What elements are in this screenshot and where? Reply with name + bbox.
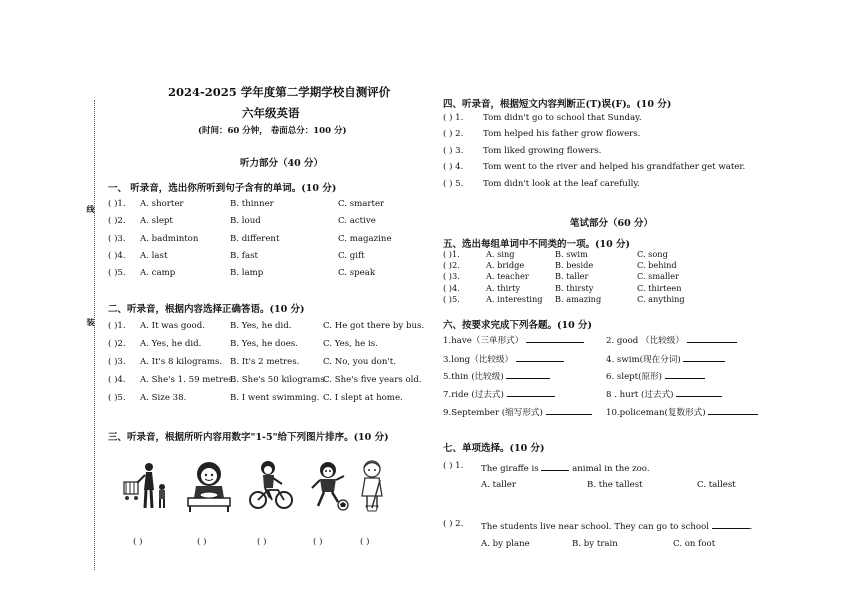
picture-order-bracket[interactable]: ( ) (360, 537, 370, 547)
option-b: B. It's 2 metres. (230, 357, 300, 367)
option-c: C. smaller (637, 271, 680, 281)
transform-item: 10.policeman(复数形式) (606, 405, 758, 418)
question-text: The students live near school. They can go to school . (481, 519, 753, 532)
option-c: C. tallest (697, 480, 736, 490)
option-c: C. He got there by bus. (323, 321, 425, 331)
transform-item: 8 . hurt (过去式) (606, 387, 722, 400)
picture-order-bracket[interactable]: ( ) (197, 537, 207, 547)
option-c: C. song (637, 249, 668, 259)
option-a: A. last (140, 251, 168, 261)
answer-blank[interactable] (708, 405, 758, 415)
question-number: ( ) 4. (443, 162, 464, 172)
listening-part-title: 听力部分（40 分） (240, 158, 324, 169)
option-a: A. Size 38. (140, 393, 187, 403)
question-number: ( )3. (108, 234, 126, 244)
option-b: B. I went swimming. (230, 393, 320, 403)
statement-text: Tom helped his father grow flowers. (483, 129, 641, 139)
exam-subtitle: 六年级英语 (242, 106, 300, 120)
answer-blank[interactable] (526, 333, 584, 343)
binding-line (94, 100, 95, 570)
transform-item: 6. slept(原形) (606, 369, 705, 382)
option-b: B. loud (230, 216, 261, 226)
question-number: ( )4. (108, 375, 126, 385)
option-a: A. Yes, he did. (140, 339, 202, 349)
question-number: ( )1. (108, 199, 126, 209)
option-c: C. magazine (338, 234, 392, 244)
answer-blank[interactable] (546, 405, 592, 415)
question-number: ( )1. (443, 249, 460, 259)
statement-text: Tom liked growing flowers. (483, 146, 602, 156)
answer-blank[interactable] (507, 387, 555, 397)
option-c: C. gift (338, 251, 365, 261)
football-picture (306, 460, 350, 512)
option-a: A. bridge (486, 260, 525, 270)
option-c: C. speak (338, 268, 376, 278)
section3-heading: 三、听录音，根据所听内容用数字"1-5"给下列图片排序。(10 分) (108, 432, 389, 443)
question-number: ( )4. (108, 251, 126, 261)
picture-order-bracket[interactable]: ( ) (257, 537, 267, 547)
answer-blank[interactable] (687, 333, 737, 343)
question-number: ( )5. (108, 393, 126, 403)
option-a: A. teacher (486, 271, 529, 281)
transform-item: 9.September (缩写形式) (443, 405, 592, 418)
option-b: B. beside (555, 260, 594, 270)
question-number: ( ) 5. (443, 179, 464, 189)
option-c: C. smarter (338, 199, 385, 209)
transform-item: 7.ride (过去式) (443, 387, 555, 400)
option-c: C. She's five years old. (323, 375, 422, 385)
question-number: ( )4. (443, 283, 460, 293)
question-number: ( )5. (443, 294, 460, 304)
transform-item: 4. swim(现在分词) (606, 352, 725, 365)
option-b: B. She's 50 kilograms. (230, 375, 328, 385)
option-b: B. lamp (230, 268, 264, 278)
option-a: A. taller (481, 480, 516, 490)
option-a: A. interesting (486, 294, 543, 304)
question-number: ( ) 2. (443, 129, 464, 139)
picture-order-bracket[interactable]: ( ) (313, 537, 323, 547)
question-number: ( )2. (108, 339, 126, 349)
question-number: ( )3. (443, 271, 460, 281)
sweeping-picture (352, 458, 392, 512)
answer-blank[interactable] (712, 519, 750, 529)
option-b: B. taller (555, 271, 589, 281)
option-a: A. by plane (481, 539, 530, 549)
statement-text: Tom went to the river and helped his grandfather get water. (483, 162, 746, 172)
statement-text: Tom didn't go to school that Sunday. (483, 113, 642, 123)
option-b: B. thirsty (555, 283, 594, 293)
question-number: ( ) 3. (443, 146, 464, 156)
question-number: ( )2. (108, 216, 126, 226)
option-c: C. Yes, he is. (323, 339, 378, 349)
option-b: B. amazing (555, 294, 602, 304)
question-number: ( ) 1. (443, 461, 464, 471)
section1-heading: 一、 听录音，选出你所听到句子含有的单词。(10 分) (108, 183, 337, 194)
transform-item: 1.have（三单形式） (443, 333, 584, 346)
option-b: B. thinner (230, 199, 274, 209)
option-c: C. anything (637, 294, 685, 304)
question-number: ( ) 1. (443, 113, 464, 123)
transform-item: 2. good （比较级） (606, 333, 737, 346)
option-c: C. I slept at home. (323, 393, 403, 403)
margin-mark-line: 线 (86, 205, 96, 213)
section7-heading: 七、单项选择。(10 分) (443, 443, 545, 454)
option-c: C. No, you don't. (323, 357, 396, 367)
option-b: B. by train (572, 539, 618, 549)
answer-blank[interactable] (516, 352, 564, 362)
shopping-family-picture (122, 460, 172, 512)
option-a: A. camp (140, 268, 176, 278)
margin-mark-bind: 装 (86, 318, 96, 326)
option-a: A. badminton (140, 234, 199, 244)
option-c: C. behind (637, 260, 677, 270)
exam-meta: (时间：60 分钟， 卷面总分：100 分) (198, 126, 347, 136)
option-a: A. slept (140, 216, 173, 226)
transform-item: 5.thin (比较级) (443, 369, 550, 382)
question-number: ( )5. (108, 268, 126, 278)
option-c: C. active (338, 216, 376, 226)
option-b: B. Yes, he did. (230, 321, 292, 331)
option-c: C. on foot (673, 539, 716, 549)
statement-text: Tom didn't look at the leaf carefully. (483, 179, 640, 189)
answer-blank[interactable] (541, 461, 569, 471)
option-a: A. shorter (140, 199, 184, 209)
option-b: B. Yes, he does. (230, 339, 298, 349)
option-c: C. thirteen (637, 283, 682, 293)
answer-blank[interactable] (676, 387, 722, 397)
answer-blank[interactable] (665, 369, 705, 379)
option-a: A. thirty (486, 283, 521, 293)
option-a: A. It was good. (140, 321, 205, 331)
option-a: A. It's 8 kilograms. (140, 357, 223, 367)
question-number: ( ) 2. (443, 519, 464, 529)
eating-picture (186, 460, 232, 512)
option-a: A. She's 1. 59 metres. (140, 375, 236, 385)
exam-title: 2024-2025 学年度第二学期学校自测评价 (168, 85, 391, 99)
answer-blank[interactable] (683, 352, 725, 362)
section5-heading: 五、选出每组单词中不同类的一项。(10 分) (443, 239, 631, 250)
option-b: B. different (230, 234, 280, 244)
picture-order-bracket[interactable]: ( ) (133, 537, 143, 547)
question-number: ( )1. (108, 321, 126, 331)
question-text: The giraffe is animal in the zoo. (481, 461, 650, 474)
option-b: B. swim (555, 249, 588, 259)
writing-part-title: 笔试部分（60 分） (570, 218, 654, 229)
cycling-picture (248, 460, 294, 512)
question-number: ( )2. (443, 260, 460, 270)
option-a: A. sing (486, 249, 515, 259)
answer-blank[interactable] (506, 369, 550, 379)
question-number: ( )3. (108, 357, 126, 367)
option-b: B. fast (230, 251, 258, 261)
section4-heading: 四、听录音，根据短文内容判断正(T)误(F)。(10 分) (443, 99, 672, 110)
section6-heading: 六、按要求完成下列各题。(10 分) (443, 320, 593, 331)
option-b: B. the tallest (587, 480, 643, 490)
transform-item: 3.long（比较级） (443, 352, 564, 365)
section2-heading: 二、听录音，根据内容选择正确答语。(10 分) (108, 304, 305, 315)
